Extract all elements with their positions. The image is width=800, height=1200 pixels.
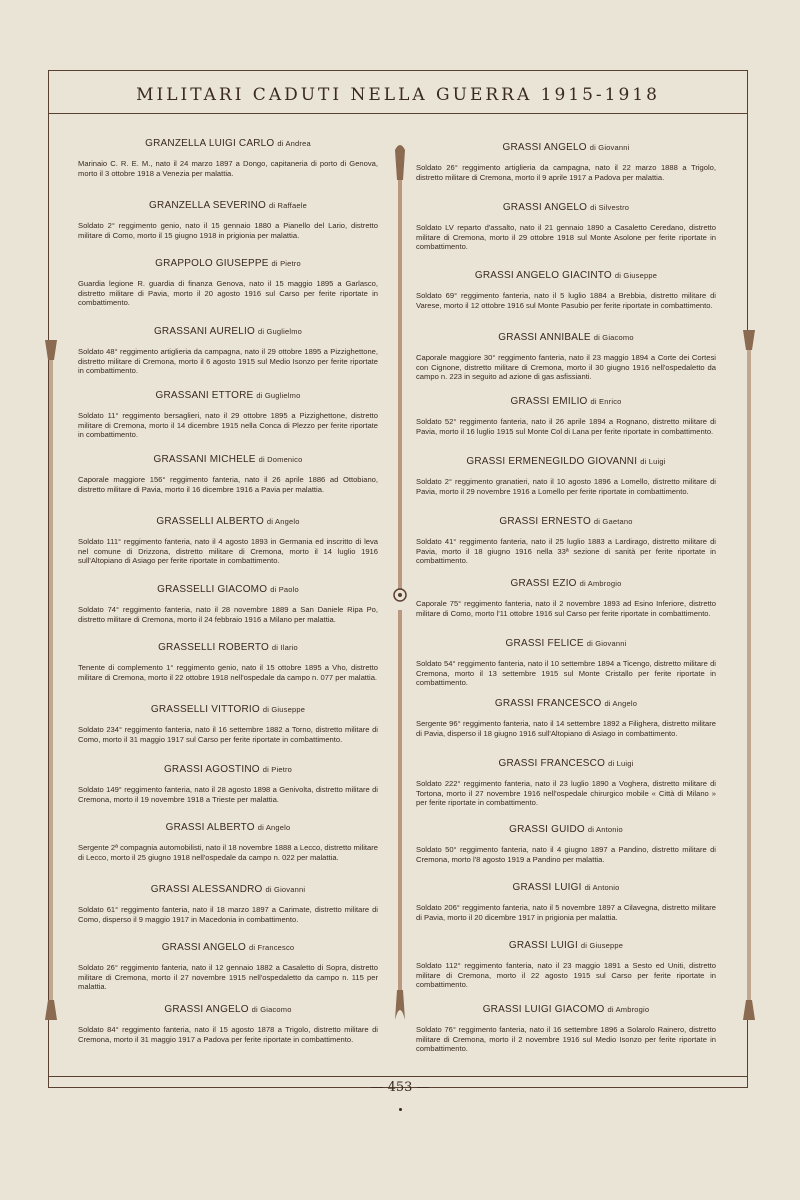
entry-name: GRASSANI AURELIO di Guglielmo: [153, 326, 303, 337]
entry-name: GRASSI ANGELO GIACINTO di Giuseppe: [474, 270, 658, 281]
list-item: [416, 396, 716, 436]
entry-name: GRANZELLA SEVERINO di Raffaele: [149, 200, 307, 211]
decorative-dot: [399, 1108, 402, 1111]
list-item: [78, 200, 378, 240]
page-header: [48, 70, 748, 114]
list-item: [416, 758, 716, 808]
entry-name: GRASSI ALBERTO di Angelo: [165, 822, 291, 833]
list-item: [416, 638, 716, 688]
entry-name: GRASSELLI VITTORIO di Giuseppe: [150, 704, 306, 715]
list-item: [78, 1004, 378, 1044]
list-item: [78, 822, 378, 862]
entry-text: Soldato 52° reggimento fanteria, nato il 26 aprile 1894 a Rognano, distretto militare di Pavia, morto il 16 luglio 1915 sul Monte Col di Lana per ferite riportate in combattimento.: [416, 417, 716, 436]
entry-text: Soldato 2° reggimento genio, nato il 15 gennaio 1880 a Pianello del Lario, distretto militare di Como, morto il 15 giugno 1918 in prigionia per malattia.: [78, 221, 378, 240]
entry-name: GRAPPOLO GIUSEPPE di Pietro: [155, 258, 301, 269]
entry-name: GRASSI ANNIBALE di Giacomo: [498, 332, 634, 343]
entry-name: GRASSI ERMENEGILDO GIOVANNI di Luigi: [466, 456, 666, 467]
entry-text: Soldato 61° reggimento fanteria, nato il 18 marzo 1897 a Carimate, distretto militare di Como, disperso il 9 maggio 1917 in Macedonia in combattimento.: [78, 905, 378, 924]
entry-text: Guardia legione R. guardia di finanza Genova, nato il 15 maggio 1895 a Garlasco, distretto militare di Pavia, morto il 20 agosto 1916 sul Carso per ferite riportate in combattimento.: [78, 279, 378, 308]
entry-text: Soldato 84° reggimento fanteria, nato il 15 agosto 1878 a Trigolo, distretto militare di Cremona, morto il 31 maggio 1917 a Padova per ferite riportate in combattimento.: [78, 1025, 378, 1044]
entry-name: GRASSI LUIGI di Giuseppe: [508, 940, 624, 951]
list-item: [78, 942, 378, 992]
entry-text: Sergente 2ª compagnia automobilisti, nato il 18 novembre 1888 a Lecco, distretto militare di Lecco, morto il 25 giugno 1918 nell'ospedale da campo n. 022 per malattia.: [78, 843, 378, 862]
list-item: [78, 258, 378, 308]
entry-name: GRASSI AGOSTINO di Pietro: [163, 764, 293, 775]
list-item: [78, 642, 378, 682]
entry-text: Soldato 41° reggimento fanteria, nato il 25 luglio 1883 a Lardirago, distretto militare di Pavia, morto il 18 giugno 1916 nella 33ª sezione di sanità per ferite riportate in combattimento.: [416, 537, 716, 566]
entry-name: GRASSELLI ROBERTO di Ilario: [158, 642, 298, 653]
entry-name: GRASSELLI ALBERTO di Angelo: [156, 516, 300, 527]
entry-name: GRASSI LUIGI GIACOMO di Ambrogio: [482, 1004, 650, 1015]
list-item: [78, 138, 378, 178]
entry-name: GRASSI ERNESTO di Gaetano: [499, 516, 633, 527]
right-border-ornament: [742, 330, 756, 1020]
list-item: [416, 698, 716, 738]
entry-name: GRASSI ANGELO di Silvestro: [502, 202, 630, 213]
list-item: [416, 270, 716, 310]
entry-text: Soldato 11° reggimento bersaglieri, nato il 29 ottobre 1895 a Pizzighettone, distretto militare di Cremona, morto il 14 dicembre 1915 nella Conca di Plezzo per ferite riportate in combattimento.: [78, 411, 378, 440]
page-number: — 453 —: [370, 1080, 430, 1095]
entry-text: Caporale maggiore 30° reggimento fanteria, nato il 23 maggio 1894 a Corte dei Cortesi con Cignone, distretto militare di Cremona, morto il 30 giugno 1916 nell'ospedaletto da campo n. 223 in seguito ad azione di gas asfissianti.: [416, 353, 716, 382]
list-item: [78, 584, 378, 624]
list-item: [416, 824, 716, 864]
list-item: [416, 578, 716, 618]
entry-text: Soldato 54° reggimento fanteria, nato il 10 settembre 1894 a Ticengo, distretto militare di Cremona, morto il 13 settembre 1915 sul Monte Cristallo per ferite riportate in combattimento.: [416, 659, 716, 688]
page-title: MILITARI CADUTI NELLA GUERRA 1915-1918: [136, 84, 660, 105]
entry-name: GRASSI ALESSANDRO di Giovanni: [150, 884, 306, 895]
entry-text: Caporale 75° reggimento fanteria, nato il 2 novembre 1893 ad Esino Inferiore, distretto militare di Como, morto l'11 ottobre 1916 sul Carso per ferite riportate in combattimento.: [416, 599, 716, 618]
footer-rule: [48, 1076, 748, 1077]
list-item: [78, 764, 378, 804]
entry-name: GRASSI FRANCESCO di Angelo: [494, 698, 638, 709]
entry-name: GRASSI ANGELO di Francesco: [161, 942, 295, 953]
entry-text: Soldato 234° reggimento fanteria, nato il 16 settembre 1882 a Torno, distretto militare di Como, morto il 31 maggio 1917 sul Carso per ferite riportate in combattimento.: [78, 725, 378, 744]
entry-name: GRASSI FELICE di Giovanni: [505, 638, 627, 649]
list-item: [78, 390, 378, 440]
entry-text: Soldato LV reparto d'assalto, nato il 21 gennaio 1890 a Casaletto Ceredano, distretto militare di Cremona, morto il 29 ottobre 1918 sul Monte Asolone per ferite riportate in combattimento.: [416, 223, 716, 252]
entry-name: GRASSANI ETTORE di Guglielmo: [155, 390, 301, 401]
list-item: [416, 202, 716, 252]
entry-name: GRASSI LUIGI di Antonio: [512, 882, 620, 893]
entry-text: Sergente 96° reggimento fanteria, nato il 14 settembre 1892 a Filighera, distretto militare di Pavia, disperso il 18 giugno 1916 sull'Altopiano di Asiago in combattimento.: [416, 719, 716, 738]
entry-text: Soldato 69° reggimento fanteria, nato il 5 luglio 1884 a Brebbia, distretto militare di Varese, morto il 12 ottobre 1916 sul Monte Pasubio per ferite riportate in combattimento.: [416, 291, 716, 310]
entry-text: Soldato 2° reggimento granatieri, nato il 10 agosto 1896 a Lomello, distretto militare di Pavia, morto il 29 novembre 1916 a Lomello per ferite riportate in combattimento.: [416, 477, 716, 496]
entry-name: GRASSI ANGELO di Giovanni: [502, 142, 630, 153]
entry-text: Tenente di complemento 1° reggimento genio, nato il 15 ottobre 1895 a Vho, distretto militare di Cremona, morto il 22 ottobre 1918 nell'ospedale da campo n. 077 per malattia.: [78, 663, 378, 682]
list-item: [78, 516, 378, 566]
entry-text: Caporale maggiore 156° reggimento fanteria, nato il 26 aprile 1886 ad Ottobiano, distretto militare di Pavia, morto il 16 dicembre 1916 a Pavia per malattia.: [78, 475, 378, 494]
entry-text: Soldato 74° reggimento fanteria, nato il 28 novembre 1889 a San Daniele Ripa Po, distretto militare di Cremona, morto il 24 febbraio 1916 a Milano per malattia.: [78, 605, 378, 624]
list-item: [416, 940, 716, 990]
entry-name: GRASSI FRANCESCO di Luigi: [498, 758, 634, 769]
list-item: [416, 516, 716, 566]
entry-text: Soldato 76° reggimento fanteria, nato il 16 settembre 1896 a Solarolo Rainero, distretto militare di Cremona, morto il 2 novembre 1916 sul Medio Isonzo per ferite riportate in combattimento.: [416, 1025, 716, 1054]
list-item: [78, 704, 378, 744]
column-divider-ornament: [393, 140, 407, 1020]
entry-name: GRASSELLI GIACOMO di Paolo: [157, 584, 299, 595]
entry-text: Soldato 149° reggimento fanteria, nato il 28 agosto 1898 a Genivolta, distretto militare di Cremona, morto il 19 novembre 1918 a Trieste per malattia.: [78, 785, 378, 804]
entry-text: Soldato 26° reggimento artiglieria da campagna, nato il 22 marzo 1888 a Trigolo, distretto militare di Cremona, morto il 9 aprile 1917 a Padova per malattia.: [416, 163, 716, 182]
entry-text: Soldato 26° reggimento fanteria, nato il 12 gennaio 1882 a Casaletto di Sopra, distretto militare di Cremona, morto il 27 novembre 1915 nell'ospedaletto da campo n. 115 per malattia.: [78, 963, 378, 992]
entry-name: GRASSI GUIDO di Antonio: [509, 824, 623, 835]
list-item: [78, 326, 378, 376]
entry-text: Soldato 50° reggimento fanteria, nato il 4 giugno 1897 a Pandino, distretto militare di Cremona, morto l'8 agosto 1919 a Pandino per malattia.: [416, 845, 716, 864]
entry-name: GRANZELLA LUIGI CARLO di Andrea: [145, 138, 311, 149]
list-item: [416, 142, 716, 182]
entry-text: Soldato 111° reggimento fanteria, nato il 4 agosto 1893 in Germania ed inscritto di leva nel comune di Drizzona, distretto militare di Cremona, morto il 14 luglio 1916 sull'Altopiano di Asiago per ferite riportate in combattimento.: [78, 537, 378, 566]
entry-text: Soldato 112° reggimento fanteria, nato il 23 maggio 1891 a Sesto ed Uniti, distretto militare di Cremona, morto il 22 agosto 1915 sul Carso per ferite riportate in combattimento.: [416, 961, 716, 990]
list-item: [416, 456, 716, 496]
entry-text: Soldato 222° reggimento fanteria, nato il 23 luglio 1890 a Voghera, distretto militare di Tortona, morto il 27 novembre 1916 nell'ospedale chirurgico mobile « Città di Milano » per ferite riportate in combattimento.: [416, 779, 716, 808]
entry-text: Soldato 206° reggimento fanteria, nato il 5 novembre 1897 a Cilavegna, distretto militare di Pavia, morto il 20 dicembre 1917 in prigionia per malattia.: [416, 903, 716, 922]
list-item: [416, 332, 716, 382]
entry-name: GRASSI EZIO di Ambrogio: [510, 578, 622, 589]
list-item: [78, 454, 378, 494]
list-item: [416, 1004, 716, 1054]
entry-name: GRASSANI MICHELE di Domenico: [153, 454, 303, 465]
list-item: [78, 884, 378, 924]
list-item: [416, 882, 716, 922]
entry-name: GRASSI EMILIO di Enrico: [510, 396, 622, 407]
left-border-ornament: [44, 340, 58, 1020]
entry-text: Soldato 48° reggimento artiglieria da campagna, nato il 29 ottobre 1895 a Pizzighettone, distretto militare di Cremona, morto il 6 agosto 1915 sul Medio Isonzo per ferite riportate in combattimento.: [78, 347, 378, 376]
entry-text: Marinaio C. R. E. M., nato il 24 marzo 1897 a Dongo, capitaneria di porto di Genova, morto il 3 ottobre 1918 a Venezia per malattia.: [78, 159, 378, 178]
entry-name: GRASSI ANGELO di Giacomo: [164, 1004, 292, 1015]
